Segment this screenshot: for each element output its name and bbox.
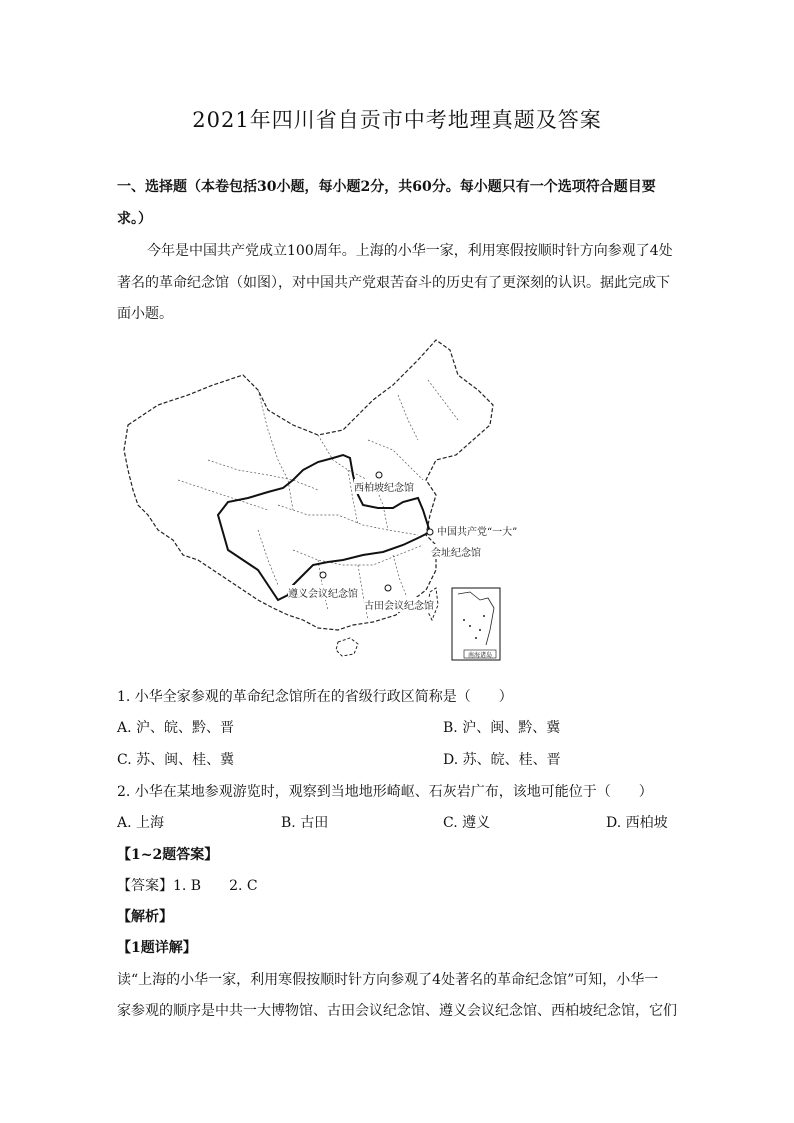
analysis-heading: 【解析】 <box>117 909 173 925</box>
q2-option-b: B. 古田 <box>281 815 329 831</box>
gutian-label: 古田会议纪念馆 <box>364 597 434 612</box>
province-boundaries <box>178 380 458 620</box>
q2-option-c: C. 遵义 <box>443 815 491 831</box>
q1-option-c: C. 苏、闽、桂、冀 <box>117 752 235 768</box>
section-heading-cont: 求。） <box>117 211 152 227</box>
q1-option-d: D. 苏、皖、桂、晋 <box>443 752 561 768</box>
detail-1-text: 读“上海的小华一家，利用寒假按顺时针方向参观了4处著名的革命纪念馆”可知，小华一 <box>117 972 659 988</box>
china-map-svg <box>118 330 506 664</box>
xibaipo-marker <box>376 472 382 478</box>
q2-option-a: A. 上海 <box>117 815 165 831</box>
q2-option-d: D. 西柏坡 <box>606 815 668 831</box>
answer-group-heading: 【1~2题答案】 <box>117 847 219 863</box>
yida-label-line2: 会址纪念馆 <box>431 544 481 559</box>
yida-marker <box>427 529 433 535</box>
yida-label-line1: 中国共产党“一大” <box>437 523 517 538</box>
q1-option-a: A. 沪、皖、黔、晋 <box>117 720 235 736</box>
detail-1-text-cont: 家参观的顺序是中共一大博物馆、古田会议纪念馆、遵义会议纪念馆、西柏坡纪念馆，它们 <box>117 1003 677 1019</box>
answer-line: 【答案】1. B 2. C <box>117 878 258 894</box>
detail-1-heading: 【1题详解】 <box>117 940 197 956</box>
q1-option-b: B. 沪、闽、黔、冀 <box>443 720 561 736</box>
xibaipo-label: 西柏坡纪念馆 <box>354 479 414 494</box>
document-title: 2021年四川省自贡市中考地理真题及答案 <box>192 108 602 132</box>
intro-paragraph-cont: 著名的革命纪念馆（如图），对中国共产党艰苦奋斗的历史有了更深刻的认识。据此完成下 <box>117 275 670 291</box>
zunyi-marker <box>320 572 326 578</box>
question-2-stem: 2. 小华在某地参观游览时，观察到当地地形崎岖、石灰岩广布，该地可能位于（ ） <box>117 784 653 800</box>
question-1-stem: 1. 小华全家参观的革命纪念馆所在的省级行政区简称是（ ） <box>117 689 513 705</box>
inset-label: 南海诸岛 <box>468 652 493 659</box>
china-map-figure <box>118 330 518 664</box>
section-heading: 一、选择题（本卷包括30小题，每小题2分，共60分。每小题只有一个选项符合题目要 <box>117 179 656 195</box>
intro-paragraph-end: 面小题。 <box>117 306 173 322</box>
gutian-marker <box>385 585 391 591</box>
zunyi-label: 遵义会议纪念馆 <box>288 585 358 600</box>
hainan-island <box>336 638 358 656</box>
intro-paragraph: 今年是中国共产党成立100周年。上海的小华一家，利用寒假按顺时针方向参观了4处 <box>147 243 673 259</box>
